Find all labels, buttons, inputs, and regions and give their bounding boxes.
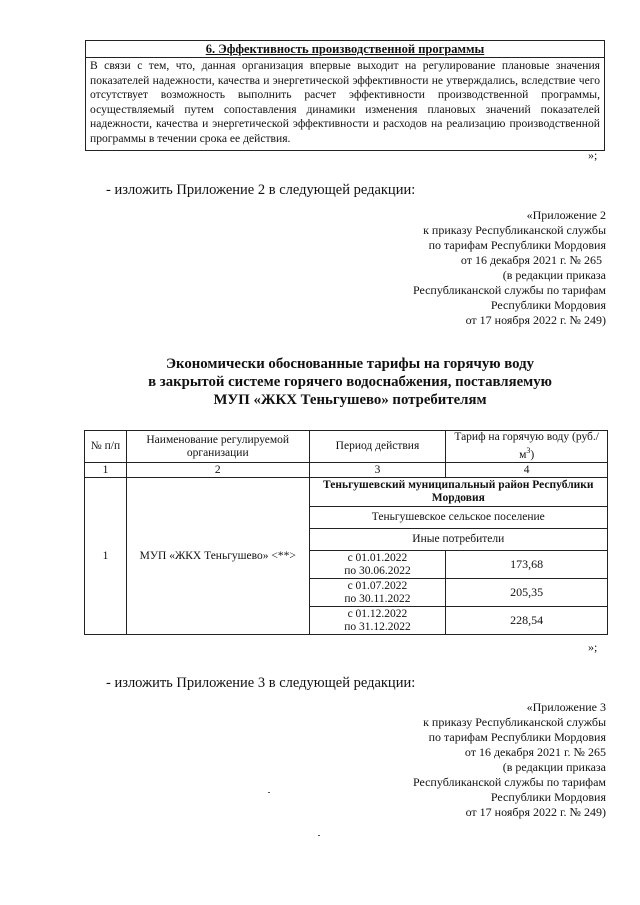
organization-name: МУП «ЖКХ Теньгушево» <**>	[126, 478, 309, 635]
table-closing-quote: »;	[588, 640, 598, 654]
period-from: с 01.12.2022	[347, 607, 408, 620]
appendix3-line: от 16 декабря 2021 г. № 265	[464, 745, 606, 759]
period-to: по 30.11.2022	[344, 592, 411, 605]
appendix3-line: Республики Мордовия	[490, 790, 606, 804]
appendix2-line: к приказу Республиканской службы	[423, 223, 606, 237]
section6-title: 6. Эффективность производственной программы	[86, 41, 604, 58]
title-line: в закрытой системе горячего водоснабжения, поставляемую	[148, 374, 552, 390]
table-header-row	[85, 431, 608, 463]
appendix2-line: по тарифам Республики Мордовия	[428, 238, 606, 252]
header-tariff-sup: 3	[526, 446, 531, 456]
row-number: 1	[85, 478, 127, 635]
col-number: 1	[85, 463, 127, 478]
appendix3-line: Республиканской службы по тарифам	[412, 775, 606, 789]
period-from: с 01.01.2022	[347, 551, 408, 564]
col-number: 4	[446, 463, 608, 478]
period-from: с 01.07.2022	[347, 579, 408, 592]
col-number: 2	[126, 463, 309, 478]
tariff-table-title	[120, 355, 580, 409]
col-number: 3	[309, 463, 446, 478]
tariff-value: 173,68	[446, 551, 608, 579]
period-cell	[309, 607, 446, 635]
title-line: МУП «ЖКХ Теньгушево» потребителям	[213, 392, 487, 408]
scan-speck	[318, 835, 320, 836]
header-num: № п/п	[85, 431, 127, 463]
section6-text: В связи с тем, что, данная организация впервые выходит на регулирование плановые значения показателей надежности, качества и энергетической эффективности не утверждались, вследствие чего отсутствует возможность выполнить расчет эффективности производственной программы, осуществляемый путем сопоставления динамики изменения плановых значений показателей надежности, качества и энергетической эффективности и расходов на реализацию производственной программы в течении срока ее действия.	[90, 59, 600, 145]
appendix3-line: «Приложение 3	[526, 700, 606, 714]
instruction-appendix-2: - изложить Приложение 2 в следующей редакции:	[106, 182, 416, 198]
appendix2-line: Республиканской службы по тарифам	[412, 283, 606, 297]
appendix2-line: (в редакции приказа	[502, 268, 606, 282]
tariff-table	[84, 430, 608, 635]
tariff-value: 228,54	[446, 607, 608, 635]
table-row	[85, 478, 608, 507]
header-org: Наименование регулируемой организации	[126, 431, 309, 463]
section6-box	[85, 40, 605, 151]
appendix3-line: к приказу Республиканской службы	[423, 715, 606, 729]
appendix2-line: от 16 декабря 2021 г. № 265	[460, 253, 602, 267]
appendix2-line: Республики Мордовия	[490, 298, 606, 312]
appendix3-line: по тарифам Республики Мордовия	[428, 730, 606, 744]
period-to: по 30.06.2022	[344, 564, 411, 577]
tariff-value: 205,35	[446, 579, 608, 607]
appendix2-line: «Приложение 2	[526, 208, 606, 222]
header-tariff	[446, 431, 608, 463]
settlement-name: Теньгушевское сельское поселение	[309, 507, 607, 529]
column-number-row	[85, 463, 608, 478]
period-cell	[309, 579, 446, 607]
appendix2-line: от 17 ноября 2022 г. № 249)	[465, 313, 606, 327]
consumer-group: Иные потребители	[309, 529, 607, 551]
appendix3-header	[413, 700, 606, 820]
instruction-appendix-3: - изложить Приложение 3 в следующей редакции:	[106, 675, 416, 691]
appendix3-line: от 17 ноября 2022 г. № 249)	[465, 805, 606, 819]
title-line: Экономически обоснованные тарифы на горячую воду	[166, 356, 534, 372]
header-tariff-text: Тариф на горячую воду (руб./м	[454, 431, 599, 461]
period-cell	[309, 551, 446, 579]
period-to: по 31.12.2022	[344, 620, 411, 633]
district-name: Теньгушевский муниципальный район Республики Мордовия	[309, 478, 607, 507]
section6-closing-quote: »;	[588, 148, 598, 162]
header-tariff-end: )	[530, 448, 535, 461]
header-period: Период действия	[309, 431, 446, 463]
appendix3-line: (в редакции приказа	[502, 760, 606, 774]
appendix2-header	[413, 208, 606, 328]
scan-speck	[268, 792, 270, 793]
